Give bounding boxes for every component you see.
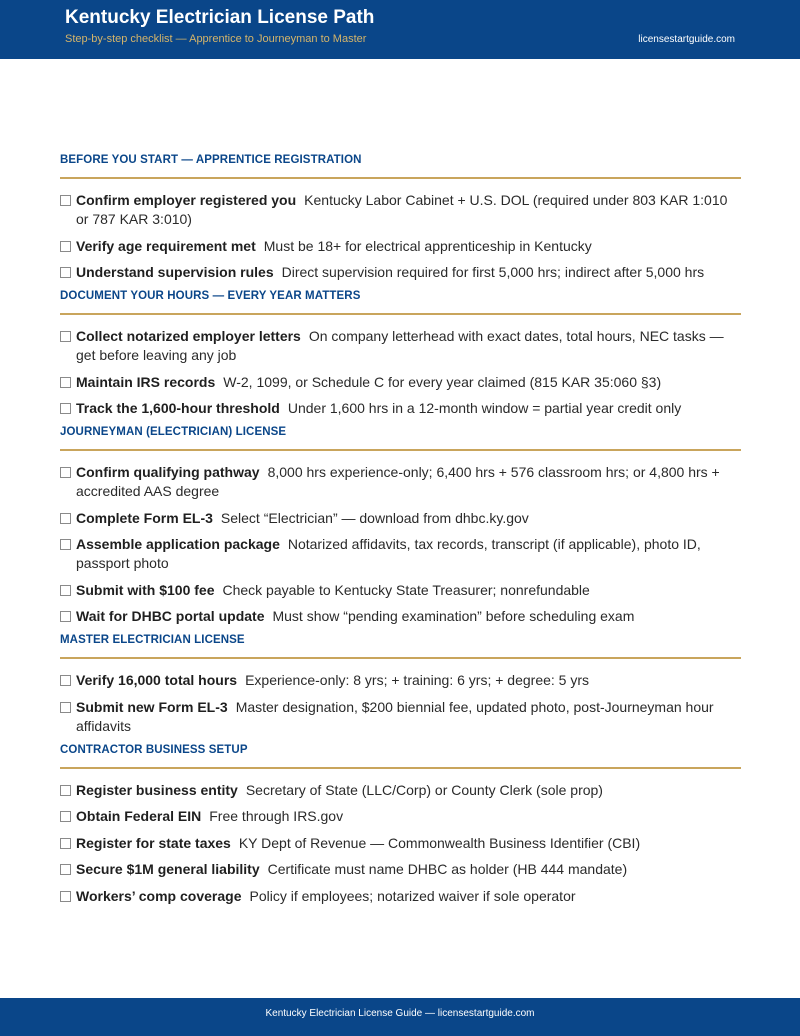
checkbox-icon[interactable] <box>60 267 71 278</box>
checklist-section <box>60 426 741 626</box>
item-description: Must be 18+ for electrical apprenticeship in Kentucky <box>263 237 592 254</box>
checklist-item <box>60 781 741 800</box>
checklist-item <box>60 463 741 501</box>
site-link[interactable]: licensestartguide.com <box>638 34 735 45</box>
checklist-item <box>60 671 741 690</box>
item-description: Must show “pending examination” before scheduling exam <box>272 608 635 624</box>
item-title: Register for state taxes <box>76 834 231 851</box>
item-description: KY Dept of Revenue — Commonwealth Business Identifier (CBI) <box>238 834 641 851</box>
item-description: Free through IRS.gov <box>209 808 344 824</box>
page-footer <box>0 998 800 1036</box>
item-title: Verify 16,000 total hours <box>76 672 238 688</box>
checklist-item <box>60 509 741 528</box>
page-subtitle: Step-by-step checklist — Apprentice to Journeyman to Master <box>65 33 367 45</box>
checklist-section <box>60 744 741 906</box>
item-title: Understand supervision rules <box>76 264 274 280</box>
item-description: Select “Electrician” — download from dhbc.ky.gov <box>220 509 529 526</box>
item-description: Under 1,600 hrs in a 12-month window = partial year credit only <box>287 400 682 416</box>
checklist-item <box>60 581 741 600</box>
item-description: W-2, 1099, or Schedule C for every year claimed (815 KAR 35:060 §3) <box>223 373 662 390</box>
checkbox-icon[interactable] <box>60 838 71 849</box>
item-description: 8,000 hrs experience-only; 6,400 hrs + 576 classroom hrs; or 4,800 hrs + accredited AAS degree <box>76 464 720 499</box>
checkbox-icon[interactable] <box>60 864 71 875</box>
item-description: On company letterhead with exact dates, total hours, NEC tasks — get before leaving any job <box>76 328 724 363</box>
item-title: Complete Form EL-3 <box>76 509 213 526</box>
checkbox-icon[interactable] <box>60 241 71 252</box>
checklist-item <box>60 191 741 229</box>
item-title: Submit with $100 fee <box>76 581 215 598</box>
item-title: Register business entity <box>76 781 238 798</box>
section-title: CONTRACTOR BUSINESS SETUP <box>60 744 741 769</box>
item-title: Submit new Form EL-3 <box>76 698 228 715</box>
section-title: BEFORE YOU START — APPRENTICE REGISTRATION <box>60 154 741 179</box>
checklist-item <box>60 237 741 256</box>
section-title: MASTER ELECTRICIAN LICENSE <box>60 634 741 659</box>
item-description: Certificate must name DHBC as holder (HB 444 mandate) <box>267 861 628 877</box>
checklist-section <box>60 290 741 418</box>
checklist-item <box>60 535 741 573</box>
section-title: JOURNEYMAN (ELECTRICIAN) LICENSE <box>60 426 741 451</box>
checklist-section <box>60 154 741 282</box>
footer-text: Kentucky Electrician License Guide — licensestartguide.com <box>265 1008 535 1019</box>
item-description: Experience-only: 8 yrs; + training: 6 yrs; + degree: 5 yrs <box>245 672 590 688</box>
checkbox-icon[interactable] <box>60 785 71 796</box>
item-title: Maintain IRS records <box>76 373 216 390</box>
section-title: DOCUMENT YOUR HOURS — EVERY YEAR MATTERS <box>60 290 741 315</box>
checklist-item <box>60 807 741 826</box>
item-description: Master designation, $200 biennial fee, updated photo, post-Journeyman hour affidavits <box>76 698 714 734</box>
checkbox-icon[interactable] <box>60 811 71 822</box>
checklist-item <box>60 607 741 626</box>
item-description: Check payable to Kentucky State Treasurer; nonrefundable <box>222 581 590 598</box>
checklist-section <box>60 634 741 736</box>
item-title: Confirm qualifying pathway <box>76 464 260 480</box>
checklist-item <box>60 834 741 853</box>
item-description: Notarized affidavits, tax records, transcript (if applicable), photo ID, passport photo <box>76 536 701 571</box>
checklist-item <box>60 327 741 365</box>
item-title: Track the 1,600-hour threshold <box>76 400 280 416</box>
item-description: Kentucky Labor Cabinet + U.S. DOL (required under 803 KAR 1:010 or 787 KAR 3:010) <box>76 192 728 227</box>
item-description: Policy if employees; notarized waiver if sole operator <box>249 887 576 904</box>
checkbox-icon[interactable] <box>60 513 71 524</box>
page-header <box>0 0 800 59</box>
checklist-item <box>60 887 741 906</box>
item-title: Collect notarized employer letters <box>76 328 301 344</box>
checkbox-icon[interactable] <box>60 467 71 478</box>
checklist-item <box>60 263 741 282</box>
checklist-item <box>60 373 741 392</box>
checkbox-icon[interactable] <box>60 539 71 550</box>
checklist-item <box>60 399 741 418</box>
checkbox-icon[interactable] <box>60 675 71 686</box>
item-title: Assemble application package <box>76 536 280 552</box>
checklist-item <box>60 860 741 879</box>
item-title: Workers’ comp coverage <box>76 887 242 904</box>
item-description: Direct supervision required for first 5,000 hrs; indirect after 5,000 hrs <box>281 264 705 280</box>
checkbox-icon[interactable] <box>60 891 71 902</box>
checkbox-icon[interactable] <box>60 585 71 596</box>
checklist-item <box>60 698 741 736</box>
item-title: Wait for DHBC portal update <box>76 608 265 624</box>
checkbox-icon[interactable] <box>60 377 71 388</box>
item-title: Obtain Federal EIN <box>76 808 202 824</box>
page-title: Kentucky Electrician License Path <box>65 7 375 28</box>
checkbox-icon[interactable] <box>60 331 71 342</box>
item-description: Secretary of State (LLC/Corp) or County Clerk (sole prop) <box>245 781 603 798</box>
checkbox-icon[interactable] <box>60 702 71 713</box>
checklist <box>60 154 741 914</box>
item-title: Verify age requirement met <box>76 237 256 254</box>
item-title: Secure $1M general liability <box>76 861 260 877</box>
item-title: Confirm employer registered you <box>76 192 297 208</box>
checkbox-icon[interactable] <box>60 195 71 206</box>
checkbox-icon[interactable] <box>60 403 71 414</box>
checkbox-icon[interactable] <box>60 611 71 622</box>
